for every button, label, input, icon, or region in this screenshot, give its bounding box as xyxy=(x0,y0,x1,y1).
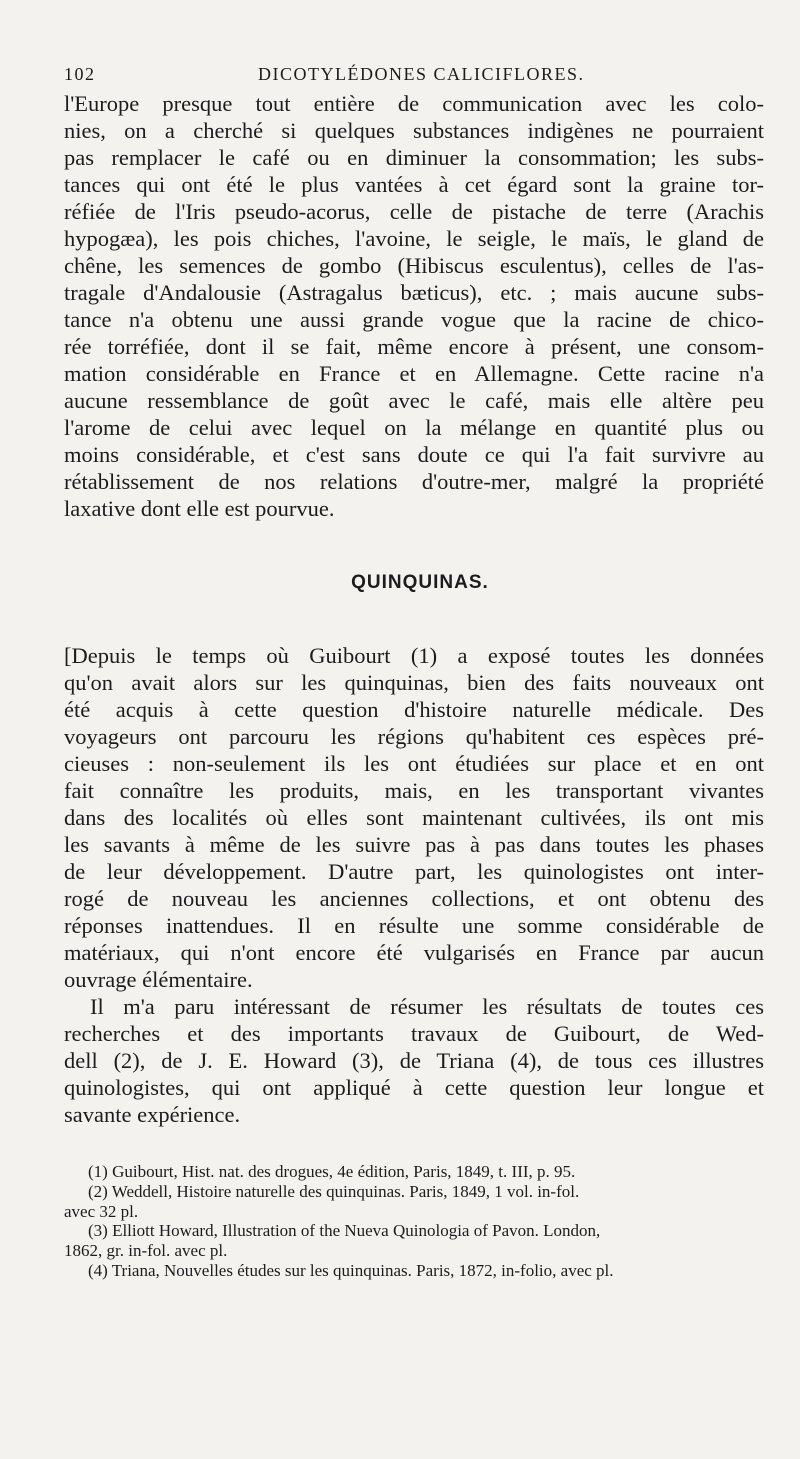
text-line: tragale d'Andalousie (Astragalus bæticus), etc. ; mais aucune subs- xyxy=(64,280,764,305)
text-line: fait connaître les produits, mais, en les transportant vivantes xyxy=(64,778,764,803)
text-line: recherches et des importants travaux de Guibourt, de Wed- xyxy=(64,1021,764,1046)
text-line: rée torréfiée, dont il se fait, même encore à présent, une consom- xyxy=(64,334,764,359)
text-line: moins considérable, et c'est sans doute ce qui l'a fait survivre au xyxy=(64,442,764,467)
text-line: réponses inattendues. Il en résulte une somme considérable de xyxy=(64,913,764,938)
text-line: nies, on a cherché si quelques substances indigènes ne pourraient xyxy=(64,118,764,143)
text-line: l'arome de celui avec lequel on la mélange en quantité plus ou xyxy=(64,415,764,440)
text-line: les savants à même de les suivre pas à pas dans toutes les phases xyxy=(64,832,764,857)
text-line: dans des localités où elles sont maintenant cultivées, ils ont mis xyxy=(64,805,764,830)
text-line: hypogæa), les pois chiches, l'avoine, le seigle, le maïs, le gland de xyxy=(64,226,764,251)
text-line: rogé de nouveau les anciennes collections, et ont obtenu des xyxy=(64,886,764,911)
text-line: chêne, les semences de gombo (Hibiscus esculentus), celles de l'as- xyxy=(64,253,764,278)
section-title: QUINQUINAS. xyxy=(351,572,489,593)
text-line: voyageurs ont parcouru les régions qu'habitent ces espèces pré- xyxy=(64,724,764,749)
footnote-1: (1) Guibourt, Hist. nat. des drogues, 4e édition, Paris, 1849, t. III, p. 95. xyxy=(88,1162,576,1181)
page-number: 102 xyxy=(64,64,96,84)
footnote-3-continued: 1862, gr. in-fol. avec pl. xyxy=(64,1241,228,1261)
running-title: DICOTYLÉDONES CALICIFLORES. xyxy=(258,64,585,84)
text-line: dell (2), de J. E. Howard (3), de Triana (4), de tous ces illustres xyxy=(64,1048,764,1073)
text-line: qu'on avait alors sur les quinquinas, bien des faits nouveaux ont xyxy=(64,670,764,695)
text-line: cieuses : non-seulement ils les ont étudiées sur place et en ont xyxy=(64,751,764,776)
text-line: laxative dont elle est pourvue. xyxy=(64,496,335,521)
text-line: savante expérience. xyxy=(64,1102,241,1127)
text-line: rétablissement de nos relations d'outre-mer, malgré la propriété xyxy=(64,469,764,494)
text-line: tance n'a obtenu une aussi grande vogue que la racine de chico- xyxy=(64,307,764,332)
text-line: [Depuis le temps où Guibourt (1) a exposé toutes les données xyxy=(64,643,764,668)
footnotes xyxy=(64,1162,764,1281)
paragraph-summary xyxy=(64,993,764,1128)
text-line: réfiée de l'Iris pseudo-acorus, celle de pistache de terre (Arachis xyxy=(64,199,764,224)
footnote-2-continued: avec 32 pl. xyxy=(64,1201,139,1221)
text-line: pas remplacer le café ou en diminuer la consommation; les subs- xyxy=(64,145,764,170)
text-line: aucune ressemblance de goût avec le café, mais elle altère peu xyxy=(64,388,764,413)
paragraph-chicory xyxy=(64,90,764,522)
paragraph-quinquinas-intro xyxy=(64,642,764,993)
text-line: de leur développement. D'autre part, les quinologistes ont inter- xyxy=(64,859,764,884)
footnote-2: (2) Weddell, Histoire naturelle des quinquinas. Paris, 1849, 1 vol. in-fol. xyxy=(88,1181,580,1201)
footnote-4: (4) Triana, Nouvelles études sur les quinquinas. Paris, 1872, in-folio, avec pl. xyxy=(88,1260,614,1280)
text-line: tances qui ont été le plus vantées à cet égard sont la graine tor- xyxy=(64,172,764,197)
text-line: été acquis à cette question d'histoire naturelle médicale. Des xyxy=(64,697,764,722)
text-line: quinologistes, qui ont appliqué à cette question leur longue et xyxy=(64,1075,764,1100)
text-line: matériaux, qui n'ont encore été vulgarisés en France par aucun xyxy=(64,940,764,965)
footnote-3: (3) Elliott Howard, Illustration of the Nueva Quinologia of Pavon. London, xyxy=(88,1221,601,1241)
text-line: l'Europe presque tout entière de communication avec les colo- xyxy=(64,91,764,116)
text-line: Il m'a paru intéressant de résumer les résultats de toutes ces xyxy=(90,994,764,1019)
running-head xyxy=(64,58,764,90)
text-line: mation considérable en France et en Allemagne. Cette racine n'a xyxy=(64,361,764,386)
text-line: ouvrage élémentaire. xyxy=(64,967,253,992)
